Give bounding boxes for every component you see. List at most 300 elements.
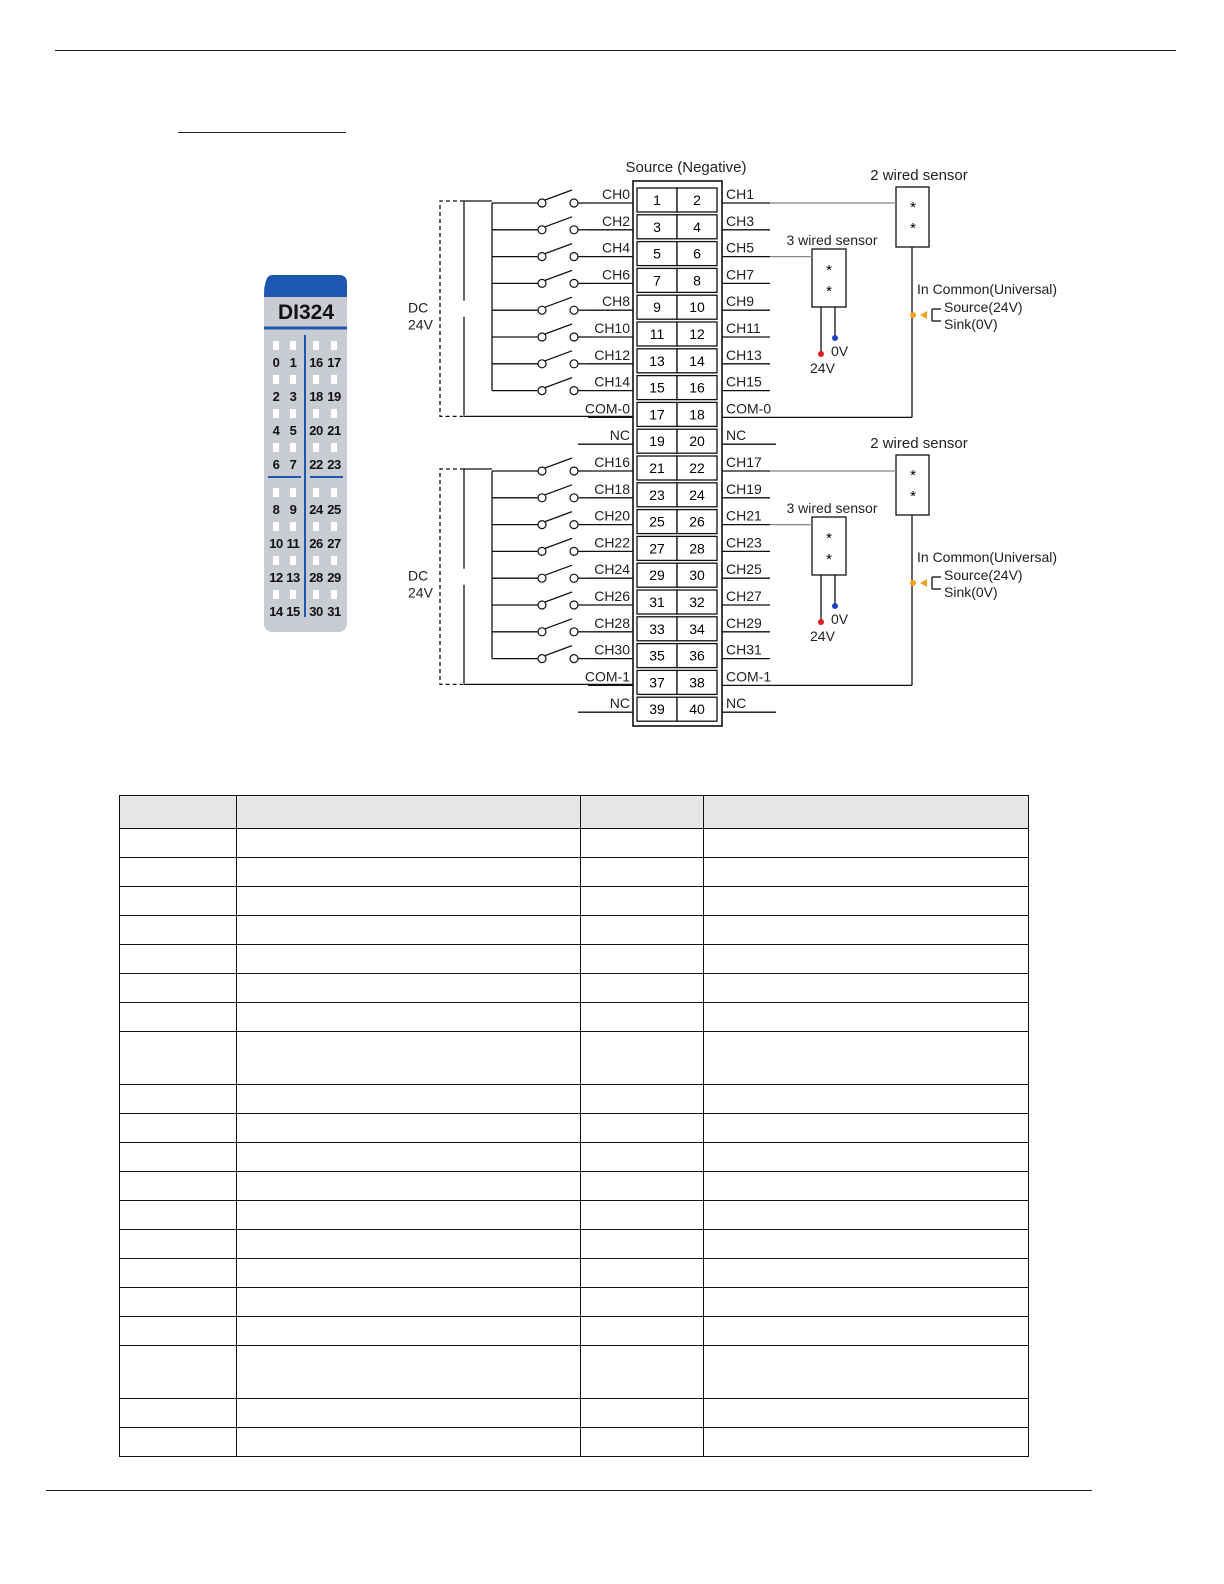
table-row [120,1288,1029,1317]
led-label: 0 [272,355,280,370]
table-cell [581,1143,704,1172]
terminal-label-right: CH29 [726,614,762,631]
table-cell [237,1317,581,1346]
table-cell [120,945,237,974]
switch-contact [538,199,546,207]
table-cell [120,1317,237,1346]
table-cell [120,1085,237,1114]
table-cell [704,1428,1029,1457]
terminal-number: 34 [689,620,705,637]
voltage-24v-label: 24V [810,360,835,376]
terminal-label-right: CH1 [726,186,755,202]
switch-contact [538,387,546,395]
led-label: 13 [286,570,300,585]
terminal-number: 22 [689,460,705,476]
table-cell [120,1114,237,1143]
sensor-mark: * [826,262,832,279]
switch-contact [570,306,578,314]
table-cell [704,974,1029,1003]
table-cell [237,1230,581,1259]
table-header-cell [237,796,581,829]
table-cell [581,887,704,916]
table-row [120,829,1029,858]
terminal-number: 6 [693,245,701,262]
sink-voltage-label: Sink(0V) [944,316,998,332]
wiring-diagram [0,0,1224,780]
switch-contact [570,547,578,555]
terminal-label-right: NC [726,695,747,712]
voltage-0v-label: 0V [831,343,849,359]
led-label: 1 [289,355,297,370]
terminal-number: 12 [689,326,705,342]
led-label: 3 [289,389,297,404]
switch-lever [545,592,572,602]
terminal-label-left: CH30 [594,641,630,658]
terminal-label-left: CH4 [601,239,630,256]
led-label: 11 [286,536,300,551]
led-label: 4 [272,423,280,438]
switch-lever [545,217,572,227]
led-label: 23 [327,457,341,472]
table-cell [120,1259,237,1288]
sensor-3wire-label: 3 wired sensor [786,232,878,248]
common-connector-dot [910,312,916,318]
table-row [120,1143,1029,1172]
led-label: 28 [309,570,323,585]
table-cell [581,1032,704,1085]
terminal-number: 4 [693,218,701,235]
table-cell [237,1259,581,1288]
switch-contact [538,253,546,261]
table-cell [237,916,581,945]
switch-lever [545,244,572,254]
led-label: 21 [327,423,341,438]
table-cell [704,1288,1029,1317]
terminal-label-right: CH5 [726,239,755,256]
table-cell [120,858,237,887]
table-cell [704,916,1029,945]
terminal-label-left: COM-0 [584,400,630,417]
terminal-label-left: CH18 [594,480,630,497]
terminal-number: 33 [649,620,665,637]
table-cell [120,887,237,916]
table-cell [237,887,581,916]
table-cell [581,1114,704,1143]
table-cell [581,1346,704,1399]
table-row [120,1259,1029,1288]
sensor-2wire-box [896,455,929,515]
sensor-2wire-label: 2 wired sensor [870,167,968,184]
table-cell [237,1288,581,1317]
table-cell [237,858,581,887]
sensor-mark: * [826,551,832,568]
terminal-label-left: CH28 [594,614,630,631]
led-label: 19 [327,389,341,404]
sensor-mark: * [910,488,916,505]
table-cell [704,858,1029,887]
terminal-number: 30 [689,567,705,584]
table-cell [581,945,704,974]
switch-contact [538,333,546,341]
table-cell [120,1346,237,1399]
common-arrow [920,579,927,587]
table-cell [120,1201,237,1230]
source-voltage-label: Source(24V) [944,299,1023,315]
table-cell [237,1172,581,1201]
io-table [119,795,1029,1457]
table-cell [120,1003,237,1032]
led-label: 27 [327,536,341,551]
terminal-number: 2 [693,192,701,208]
switch-contact [570,467,578,475]
table-header-cell [581,796,704,829]
table-row [120,887,1029,916]
terminal-number: 7 [653,272,661,289]
table-row [120,858,1029,887]
table-cell [120,1428,237,1457]
led-label: 7 [289,457,297,472]
switch-contact [570,226,578,234]
terminal-number: 25 [649,513,665,530]
table-row [120,1428,1029,1457]
switch-contact [538,574,546,582]
source-voltage-label: Source(24V) [944,567,1023,583]
table-row [120,1346,1029,1399]
switch-contact [570,628,578,636]
terminal-number: 37 [649,674,665,691]
terminal-label-right: CH15 [726,373,762,390]
table-cell [237,1032,581,1085]
table-cell [237,1085,581,1114]
switch-lever [545,190,572,200]
sensor-3wire-label: 3 wired sensor [786,500,878,516]
table-row [120,1032,1029,1085]
terminal-label-left: CH6 [601,266,630,283]
terminal-label-right: CH21 [726,507,762,524]
table-row [120,916,1029,945]
terminal-number: 23 [649,486,665,503]
terminal-label-right: CH25 [726,561,762,578]
switch-contact [570,199,578,207]
terminal-label-right: CH27 [726,588,762,604]
terminal-number: 35 [649,647,665,664]
table-cell [237,945,581,974]
terminal-label-right: CH13 [726,346,762,363]
terminal-number: 11 [649,326,665,342]
terminal-number: 1 [653,192,661,208]
table-cell [120,916,237,945]
switch-lever [545,619,572,629]
switch-lever [545,270,572,280]
led-label: 14 [269,604,283,619]
led-label: 25 [327,502,341,517]
table-cell [704,1172,1029,1201]
switch-lever [545,512,572,522]
table-cell [120,1172,237,1201]
red-terminal-dot [818,351,824,357]
switch-contact [538,547,546,555]
terminal-number: 15 [649,379,665,396]
battery-gap [452,301,478,317]
terminal-number: 21 [649,460,665,476]
dc-label: DC [408,299,429,316]
switch-contact [538,628,546,636]
led-label: 10 [269,536,283,551]
switch-contact [538,306,546,314]
diagram-title: Source (Negative) [625,159,747,176]
module-name: DI324 [277,301,335,324]
dc-voltage-label: 24V [408,316,433,333]
terminal-label-left: CH8 [601,293,630,310]
led-label: 29 [327,570,341,585]
terminal-number: 27 [649,540,665,557]
led-label: 24 [309,502,323,517]
switch-contact [538,521,546,529]
terminal-label-right: COM-1 [726,668,772,685]
terminal-number: 32 [689,594,705,610]
terminal-number: 31 [649,594,665,610]
switch-contact [570,387,578,395]
terminal-number: 19 [649,433,665,450]
table-row [120,1399,1029,1428]
blue-terminal-dot [832,603,838,609]
switch-contact [570,521,578,529]
terminal-label-right: CH19 [726,480,762,497]
switch-contact [538,279,546,287]
led-label: 16 [309,355,323,370]
table-row [120,1230,1029,1259]
terminal-number: 3 [653,218,661,235]
table-cell [120,1288,237,1317]
terminal-number: 18 [689,406,705,423]
terminal-label-right: CH31 [726,641,762,658]
led-label: 15 [286,604,300,619]
switch-contact [570,279,578,287]
terminal-label-left: CH26 [594,588,630,604]
led-label: 22 [309,457,323,472]
sensor-mark: * [910,467,916,484]
table-header-cell [120,796,237,829]
sink-voltage-label: Sink(0V) [944,584,998,600]
led-label: 12 [269,570,283,585]
terminal-number: 38 [689,674,705,691]
in-common-label: In Common(Universal) [917,549,1058,565]
terminal-number: 10 [689,299,705,316]
table-cell [581,1399,704,1428]
voltage-0v-label: 0V [831,611,849,627]
table-cell [704,1003,1029,1032]
terminal-label-right: CH23 [726,534,762,551]
common-arrow [920,311,927,319]
switch-lever [545,538,572,548]
terminal-label-right: CH11 [726,320,761,336]
dc-voltage-label: 24V [408,584,433,601]
table-row [120,945,1029,974]
table-cell [237,1114,581,1143]
sensor-mark: * [826,530,832,547]
terminal-label-left: CH0 [601,186,630,202]
table-header-row [120,796,1029,829]
terminal-label-left: CH14 [594,373,630,390]
switch-contact [570,360,578,368]
switch-lever [545,565,572,575]
led-label: 6 [272,457,280,472]
battery-gap [452,569,478,585]
table-cell [581,858,704,887]
table-cell [120,1399,237,1428]
table-cell [120,1032,237,1085]
switch-contact [538,467,546,475]
terminal-number: 40 [689,701,705,718]
sensor-2wire-box [896,187,929,247]
table-cell [704,1346,1029,1399]
terminal-number: 36 [689,647,705,664]
table-row [120,1114,1029,1143]
terminal-label-left: NC [609,427,630,444]
table-cell [704,1201,1029,1230]
terminal-label-right: CH7 [726,266,755,283]
terminal-label-right: CH9 [726,293,755,310]
switch-contact [538,226,546,234]
terminal-label-left: CH10 [594,320,630,336]
table-cell [237,1003,581,1032]
terminal-number: 14 [689,352,705,369]
switch-lever [545,646,572,656]
terminal-number: 20 [689,433,705,450]
table-header-cell [704,796,1029,829]
switch-contact [538,601,546,609]
table-cell [581,1201,704,1230]
switch-contact [570,253,578,261]
terminal-number: 28 [689,540,705,557]
terminal-number: 13 [649,352,665,369]
table-cell [120,1230,237,1259]
switch-lever [545,378,572,388]
table-cell [237,829,581,858]
table-cell [704,887,1029,916]
table-cell [581,1288,704,1317]
table-cell [704,1259,1029,1288]
in-common-label: In Common(Universal) [917,281,1058,297]
switch-contact [538,494,546,502]
terminal-number: 24 [689,486,705,503]
sensor-mark: * [826,283,832,300]
led-label: 2 [272,389,280,404]
switch-contact [570,574,578,582]
table-cell [237,1143,581,1172]
table-cell [237,1201,581,1230]
table-cell [581,1003,704,1032]
terminal-label-left: CH20 [594,507,630,524]
terminal-label-right: NC [726,427,747,444]
table-cell [581,1317,704,1346]
table-cell [120,1143,237,1172]
table-cell [581,974,704,1003]
switch-lever [545,351,572,361]
switch-lever [545,458,572,468]
led-label: 17 [327,355,341,370]
table-cell [581,1428,704,1457]
terminal-number: 5 [653,245,661,262]
terminal-label-left: CH22 [594,534,630,551]
red-terminal-dot [818,619,824,625]
switch-lever [545,297,572,307]
table-row [120,1201,1029,1230]
table-cell [581,1085,704,1114]
table-cell [581,1172,704,1201]
led-label: 9 [289,502,297,517]
terminal-label-left: NC [609,695,630,712]
switch-contact [570,601,578,609]
switch-contact [570,333,578,341]
sensor-2wire-label: 2 wired sensor [870,435,968,452]
led-label: 18 [309,389,323,404]
switch-contact [538,360,546,368]
switch-lever [545,324,572,334]
table-cell [120,829,237,858]
table-cell [581,916,704,945]
table-row [120,974,1029,1003]
terminal-label-left: CH24 [594,561,630,578]
switch-contact [570,494,578,502]
table-row [120,1085,1029,1114]
table-row [120,1003,1029,1032]
terminal-label-left: CH12 [594,346,630,363]
table-cell [237,1428,581,1457]
table-cell [704,945,1029,974]
table-cell [704,1230,1029,1259]
common-connector-dot [910,580,916,586]
terminal-label-left: COM-1 [584,668,630,685]
table-cell [581,1230,704,1259]
table-row [120,1172,1029,1201]
terminal-label-left: CH2 [601,212,630,229]
led-label: 20 [309,423,323,438]
led-label: 30 [309,604,323,619]
table-cell [581,829,704,858]
terminal-number: 9 [653,299,661,316]
terminal-number: 17 [649,406,665,423]
voltage-24v-label: 24V [810,628,835,644]
led-label: 31 [327,604,341,619]
sensor-mark: * [910,199,916,216]
terminal-label-left: CH16 [594,454,630,470]
terminal-label-right: CH3 [726,212,755,229]
table-cell [237,974,581,1003]
terminal-label-right: CH17 [726,454,762,470]
terminal-number: 16 [689,379,705,396]
switch-lever [545,485,572,495]
sensor-mark: * [910,220,916,237]
blue-terminal-dot [832,335,838,341]
table-cell [237,1399,581,1428]
table-cell [704,1399,1029,1428]
led-label: 26 [309,536,323,551]
table-cell [237,1346,581,1399]
led-label: 8 [272,502,280,517]
terminal-label-right: COM-0 [726,400,772,417]
terminal-number: 39 [649,701,665,718]
footer-rule [46,1490,1092,1491]
table-cell [704,829,1029,858]
table-cell [704,1085,1029,1114]
table-cell [581,1259,704,1288]
terminal-number: 26 [689,513,705,530]
dc-label: DC [408,567,429,584]
terminal-number: 29 [649,567,665,584]
terminal-number: 8 [693,272,701,289]
table-cell [704,1143,1029,1172]
